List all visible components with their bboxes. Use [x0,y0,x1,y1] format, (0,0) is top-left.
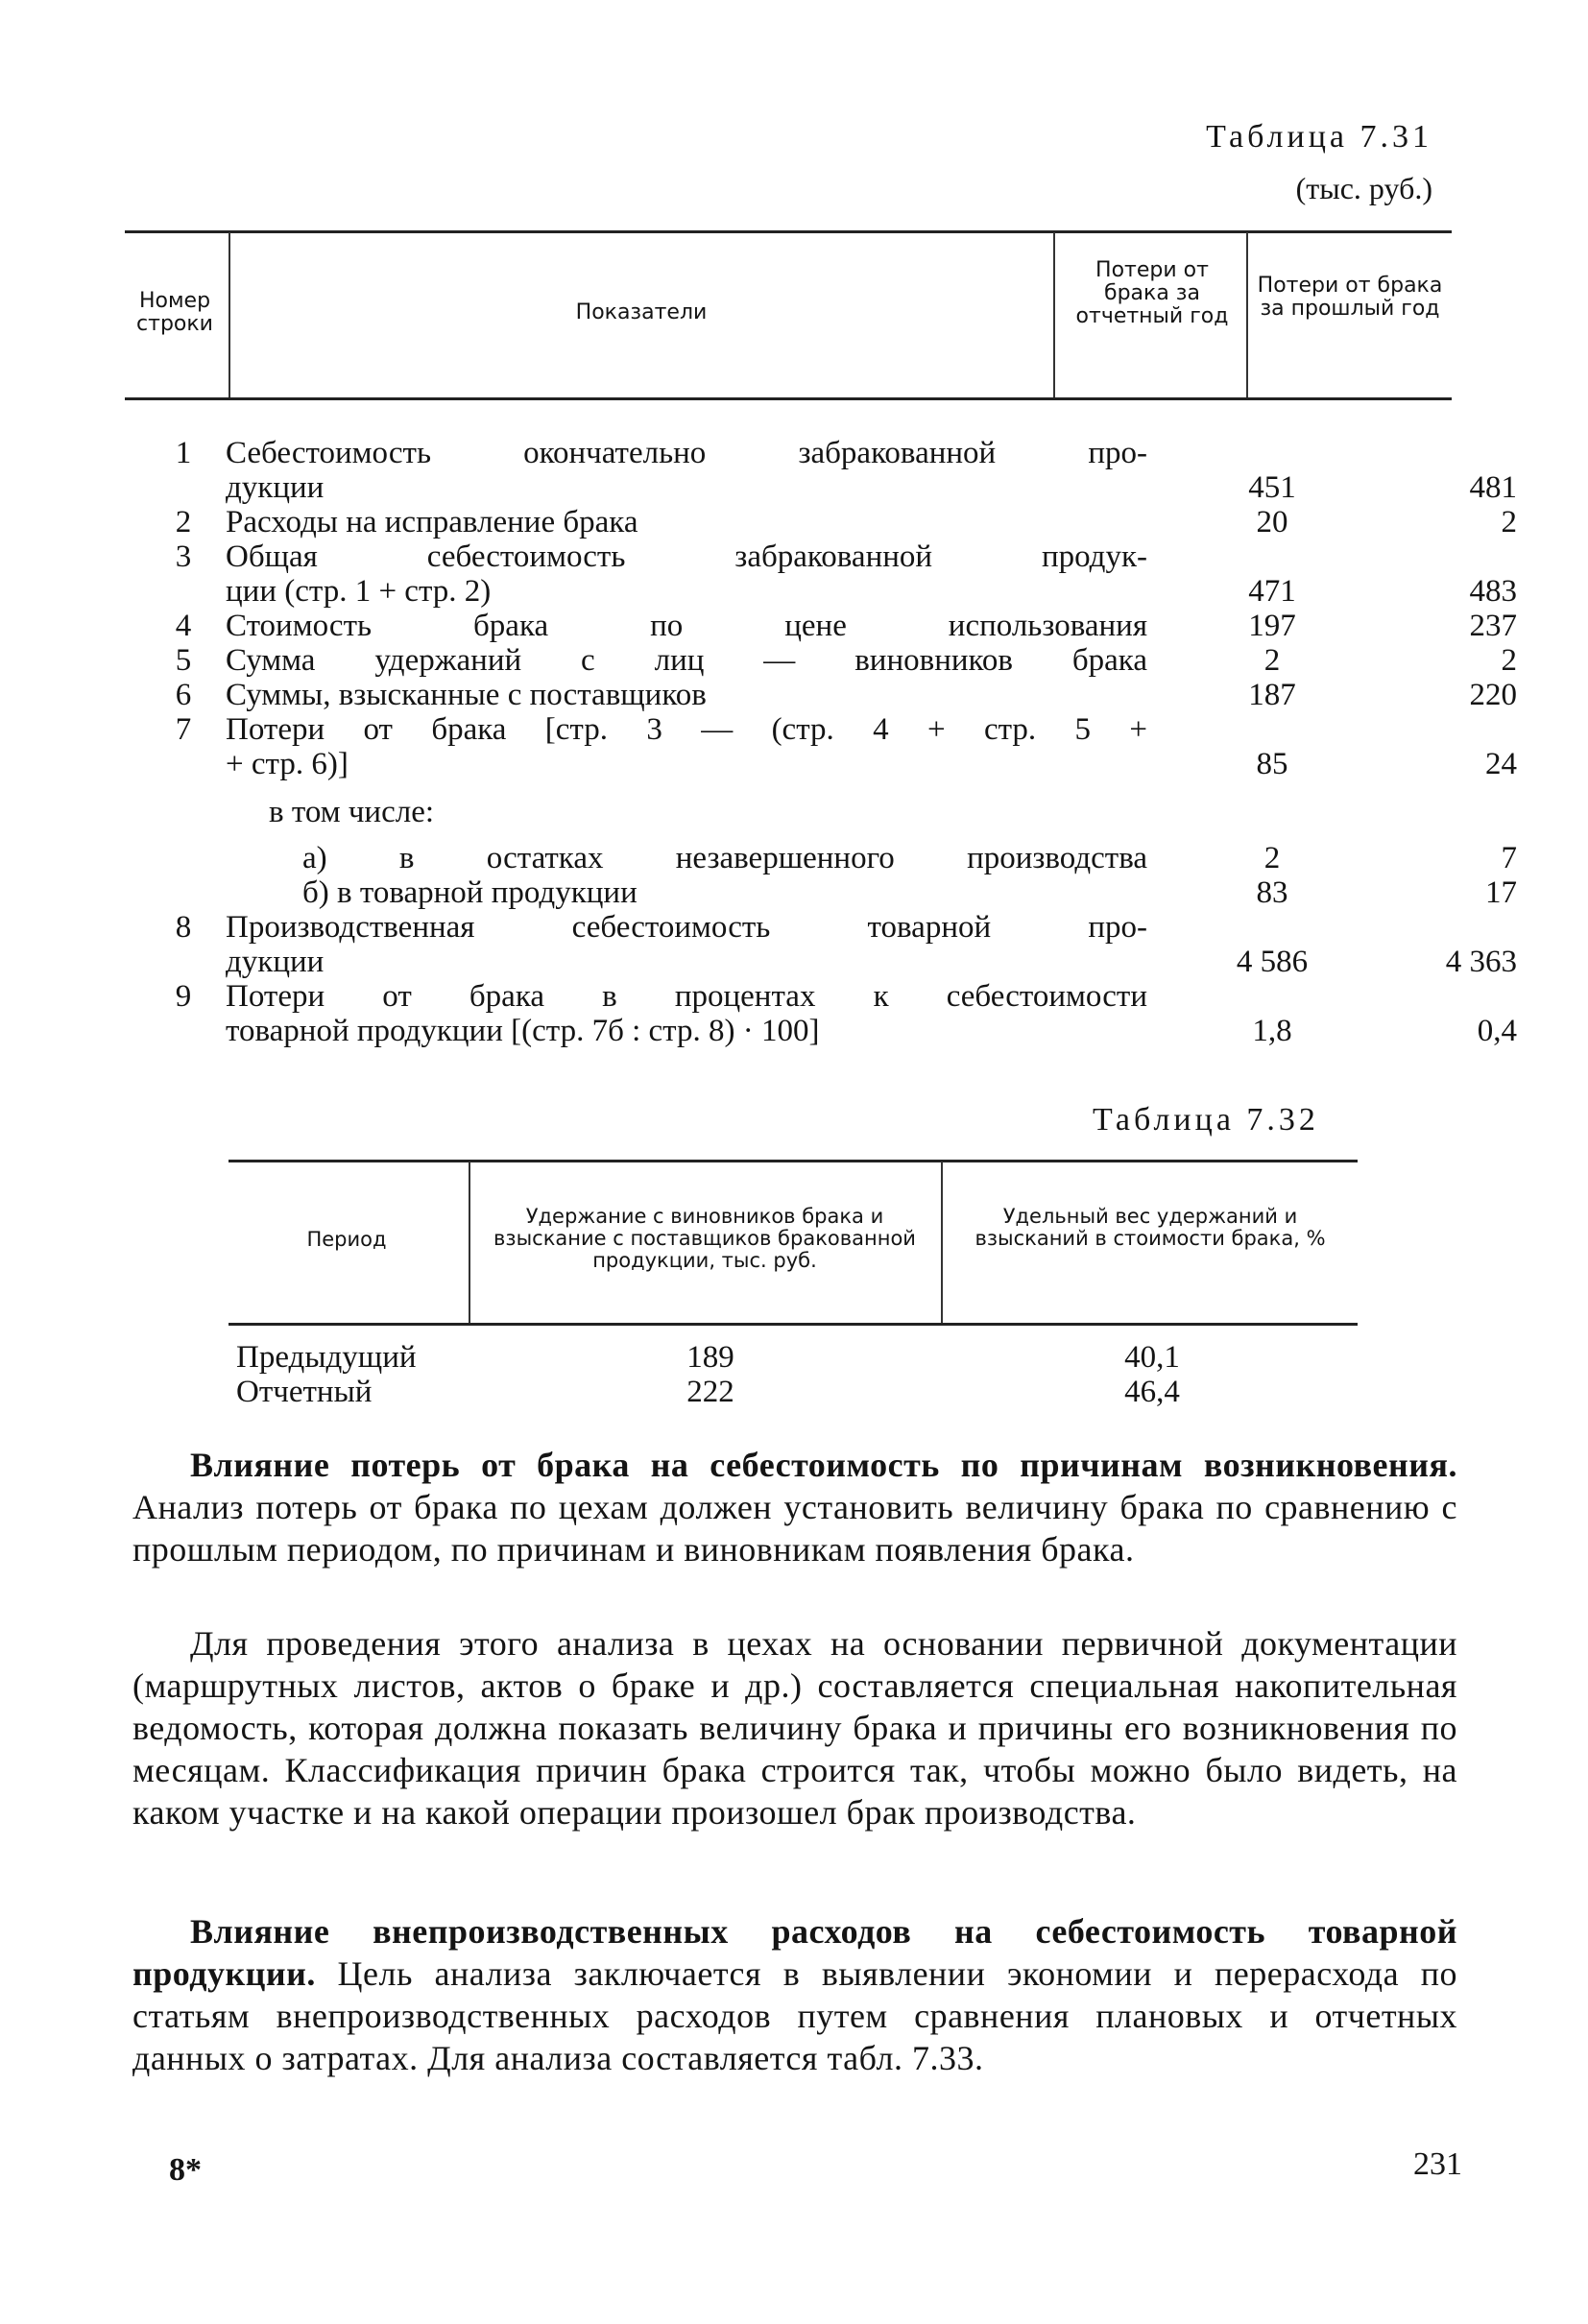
column-divider [469,1162,470,1323]
value-previous-year: 2 [1501,505,1517,539]
value-current-year: 85 [1256,747,1288,781]
table-cell-share: 40,1 [1124,1340,1180,1375]
row-number: 9 [175,979,192,1014]
paragraph-1-text: Анализ потерь от брака по цехам должен установить величину брака по сравнению с прошлым периодом, по причинам и виновникам появления брака. [132,1488,1457,1569]
row-label: в том числе: [269,795,435,829]
row-number: 3 [175,539,192,574]
table-cell-share: 46,4 [1124,1375,1180,1409]
value-current-year: 83 [1256,875,1288,910]
row-label: Общая себестоимость забракованной продук- [226,539,1147,574]
value-current-year: 197 [1248,609,1296,643]
table-header-rule [229,1323,1358,1326]
value-previous-year: 481 [1469,470,1517,505]
page-number: 231 [1413,2146,1462,2182]
header-indicators: Показатели [575,300,708,324]
paragraph-3-text: Цель анализа заключается в выявлении экономии и перерасхода по статьям внепроизводственных расходов путем сравнения плановых и отчетных данных о затратах. Для анализа составляется табл. 7.33. [132,1954,1457,2077]
header-previous-year: Потери от брака за прошлый год [1257,274,1443,321]
row-label: дукции [226,945,325,979]
value-current-year: 2 [1263,841,1281,875]
table-7-32 [229,1160,1358,1329]
value-previous-year: 17 [1485,875,1517,910]
value-previous-year: 483 [1469,574,1517,609]
row-label: Стоимость брака по цене использования [226,609,1147,643]
header-row-number: Номер строки [136,289,213,336]
row-number: 7 [175,712,192,747]
value-previous-year: 220 [1469,678,1517,712]
paragraph-3 [132,1910,1457,2079]
value-current-year: 451 [1248,470,1296,505]
signature-mark: 8* [169,2152,202,2188]
value-current-year: 471 [1248,574,1296,609]
value-previous-year: 0,4 [1477,1014,1517,1048]
paragraph-3-heading: Влияние внепроизводственных расходов на себестоимость товарной продукции. [132,1912,1457,1993]
row-number: 5 [175,643,192,678]
table-top-rule [125,230,1452,233]
value-current-year: 2 [1263,643,1281,678]
row-label: Производственная себестоимость товарной про- [226,910,1147,945]
row-label: а) в остатках незавершенного производства [302,841,1147,875]
value-previous-year: 2 [1501,643,1517,678]
value-current-year: 1,8 [1252,1014,1292,1048]
column-divider [1246,232,1248,397]
table-top-rule [229,1160,1358,1162]
value-previous-year: 7 [1501,841,1517,875]
row-number: 4 [175,609,192,643]
row-label: Расходы на исправление брака [226,505,638,539]
row-number: 2 [175,505,192,539]
row-label: Суммы, взысканные с поставщиков [226,678,707,712]
paragraph-2: Для проведения этого анализа в цехах на основании первичной документации (маршрутных листов, актов о браке и др.) составляется специальная накопительная ведомость, которая должна показать величину брака и причины его возникновения по месяцам. Классификация причин брака строится так, чтобы можно было видеть, на каком участке и на какой операции произошел брак производства. [132,1624,1457,1832]
row-label: дукции [226,470,325,505]
row-label: + стр. 6)] [226,747,349,781]
header-withholding: Удержание с виновников брака и взыскание с поставщиков бракованной продукции, тыс. руб. [493,1205,916,1272]
header-share: Удельный вес удержаний и взысканий в стоимости брака, % [974,1205,1326,1250]
row-label: Сумма удержаний с лиц — виновников брака [226,643,1147,678]
row-number: 1 [175,436,192,470]
value-previous-year: 237 [1469,609,1517,643]
value-current-year: 4 586 [1236,945,1309,979]
paragraph-1-heading: Влияние потерь от брака на себестоимость по причинам возникновения. [190,1446,1457,1484]
header-current-year: Потери от брака за отчетный год [1075,258,1229,328]
row-label: ции (стр. 1 + стр. 2) [226,574,492,609]
value-previous-year: 24 [1485,747,1517,781]
table-header-rule [125,397,1452,400]
paragraph-1 [132,1444,1457,1570]
table-7-32-caption: Таблица 7.32 [1093,1102,1319,1138]
row-number: 8 [175,910,192,945]
header-period: Период [306,1228,387,1251]
value-current-year: 187 [1248,678,1296,712]
row-number: 6 [175,678,192,712]
row-label: товарной продукции [(стр. 7б : стр. 8) · 100] [226,1014,820,1048]
table-cell-period: Предыдущий [236,1340,417,1375]
row-label: Себестоимость окончательно забракованной про- [226,436,1147,470]
row-label: Потери от брака в процентах к себестоимости [226,979,1147,1014]
value-previous-year: 4 363 [1445,945,1517,979]
row-label: б) в товарной продукции [302,875,638,910]
table-cell-withholding: 189 [686,1340,734,1375]
column-divider [941,1162,943,1323]
table-cell-withholding: 222 [686,1375,734,1409]
table-cell-period: Отчетный [236,1375,373,1409]
value-current-year: 20 [1256,505,1288,539]
table-7-31-caption: Таблица 7.31 [1206,119,1432,155]
column-divider [229,232,230,397]
table-7-31-unit: (тыс. руб.) [1295,171,1432,205]
column-divider [1053,232,1055,397]
row-label: Потери от брака [стр. 3 — (стр. 4 + стр. 5 + [226,712,1147,747]
